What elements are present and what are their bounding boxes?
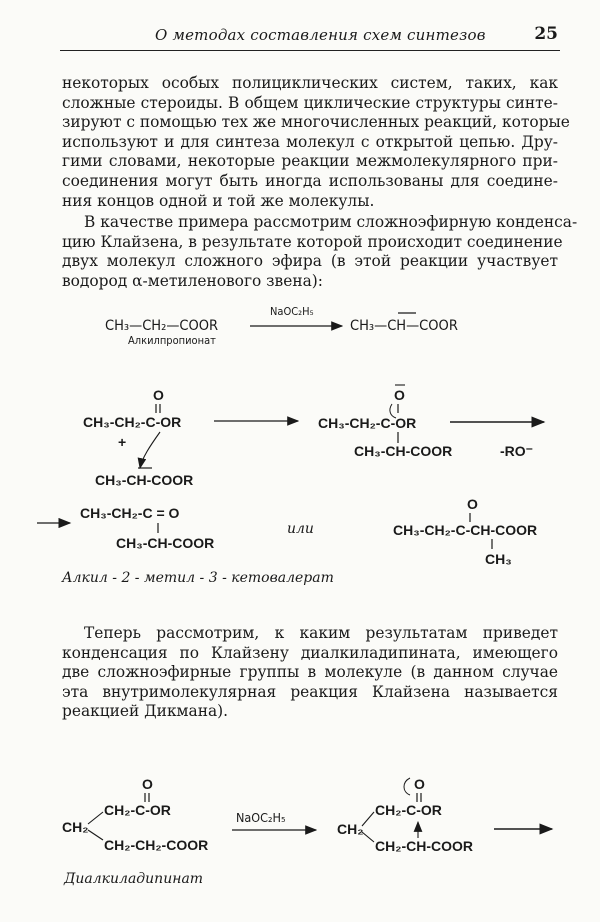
scheme3-reagent: NaOC₂H₅: [236, 810, 286, 825]
text-line: зируют с помощью тех же многочисленных реакций, которые: [62, 113, 570, 132]
text-line: ния концов одной и той же молекулы.: [62, 191, 375, 210]
scheme2-prod-row2: CH₃-CH-COOR: [116, 535, 215, 551]
text-line: реакцией Дикмана).: [62, 702, 229, 721]
scheme3-caption: Диалкиладипинат: [64, 871, 204, 887]
text-line: В качестве примера рассмотрим сложноэфирную конденса-: [84, 213, 578, 231]
text-line: двух молекул сложного эфира (в этой реакции участвует: [62, 252, 558, 271]
scheme3-mid-oxygen: O: [414, 776, 425, 792]
text-line: некоторых особых полициклических систем, таких, как: [62, 74, 558, 92]
scheme3-oxygen: O: [142, 776, 153, 792]
text-line: соединения могут быть иногда использованы для соедине-: [62, 171, 558, 190]
scheme2-mid-row1: CH₃-CH₂-C-OR: [318, 415, 417, 431]
scheme1-reactant-label: Алкилпропионат: [128, 334, 216, 347]
scheme-3: [62, 776, 552, 887]
scheme2-row2-left: CH₃-CH-COOR: [95, 472, 194, 488]
text-line: используют и для синтеза молекул с открытой цепью. Дру-: [62, 132, 558, 151]
scheme2-mid-oxygen: O: [394, 387, 405, 403]
scheme-2: [37, 385, 544, 586]
scheme3-mid-top-chain: CH₂-C-OR: [375, 802, 442, 818]
scheme1-reagent: NaOC₂H₅: [270, 305, 314, 318]
scheme2-attack-arrow: [140, 432, 160, 468]
text-line: конденсация по Клайзену диалкиладипината, имеющего: [62, 643, 558, 662]
text-line: цию Клайзена, в результате которой происходит соединение: [62, 232, 563, 251]
scheme2-alt-oxygen: O: [467, 496, 478, 512]
scheme2-or: или: [287, 521, 314, 537]
text-line: гими словами, некоторые реакции межмолекулярного при-: [62, 152, 558, 171]
scheme2-prod-row1: CH₃-CH₂-C = O: [80, 505, 180, 521]
scheme3-left-ch2: CH₂: [62, 819, 89, 835]
scheme3-top-chain: CH₂-C-OR: [104, 802, 171, 818]
scheme2-mid-row2: CH₃-CH-COOR: [354, 443, 453, 459]
scheme-1: [105, 305, 458, 347]
page-number: 25: [534, 24, 558, 44]
scheme2-leaving-group: -RO⁻: [500, 443, 534, 459]
text-line: эта внутримолекулярная реакция Клайзена называется: [62, 682, 558, 701]
text-line: две сложноэфирные группы в молекуле (в данном случае: [62, 663, 558, 682]
scheme2-row1-left: CH₃-CH₂-C-OR: [83, 414, 182, 430]
scheme2-caption: Алкил - 2 - метил - 3 - кетовалерат: [62, 570, 334, 586]
text-line: сложные стероиды. В общем циклические структуры синте-: [62, 93, 558, 112]
scheme3-mid-bottom-chain: CH₂-CH-COOR: [375, 838, 473, 854]
scheme1-product: CH₃—CH—COOR: [350, 318, 458, 334]
scheme3-bottom-chain: CH₂-CH₂-COOR: [104, 837, 209, 853]
header-title: О методах составления схем синтезов: [155, 26, 486, 44]
scheme2-alt-row1: CH₃-CH₂-C-CH-COOR: [393, 522, 538, 538]
scheme2-oxygen: O: [153, 387, 164, 403]
scheme3-mid-left-ch2: CH₂: [337, 821, 364, 837]
scheme2-alt-methyl: CH₃: [485, 551, 512, 567]
text-line: Теперь рассмотрим, к каким результатам приведет: [84, 624, 558, 642]
scheme2-plus: +: [118, 434, 127, 450]
scheme1-reactant: CH₃—CH₂—COOR: [105, 318, 219, 334]
text-line: водород α-метиленового звена):: [62, 271, 323, 290]
